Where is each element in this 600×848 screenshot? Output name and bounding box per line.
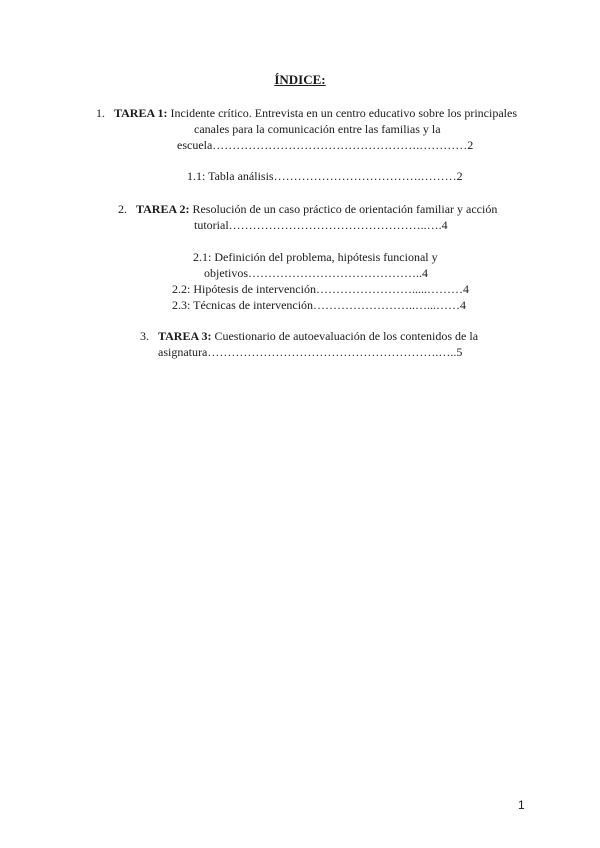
toc-entry-1-number: 1. bbox=[96, 106, 105, 120]
toc-entry-1-line1 bbox=[96, 105, 517, 121]
toc-entry-2-line1 bbox=[118, 201, 497, 217]
toc-entry-3-number: 3. bbox=[140, 329, 149, 343]
toc-entry-1-text: Incidente crítico. Entrevista en un centro educativo sobre los principales bbox=[170, 106, 517, 120]
toc-entry-1-line2: canales para la comunicación entre las familias y la bbox=[194, 122, 441, 136]
toc-entry-2-line2: tutorial…………………………………………..….4 bbox=[194, 218, 448, 232]
toc-entry-1-line3: escuela…………………………………………….…………2 bbox=[177, 138, 474, 152]
toc-entry-3-line2: asignatura………………………………………………….…..5 bbox=[158, 345, 463, 359]
toc-entry-2-text: Resolución de un caso práctico de orientación familiar y acción bbox=[192, 202, 498, 216]
toc-entry-1-task: TAREA 1: bbox=[114, 106, 168, 120]
toc-entry-2-2: 2.2: Hipótesis de intervención…………………….....………4 bbox=[172, 282, 469, 296]
toc-entry-2-task: TAREA 2: bbox=[136, 202, 190, 216]
toc-entry-2-1-line2: objetivos……………………………………..4 bbox=[204, 266, 428, 280]
toc-entry-2-3: 2.3: Técnicas de intervención……………………..…...……4 bbox=[172, 298, 467, 312]
toc-entry-3-text: Cuestionario de autoevaluación de los contenidos de la bbox=[214, 329, 479, 343]
toc-entry-3-line1 bbox=[140, 328, 478, 344]
toc-entry-3-task: TAREA 3: bbox=[158, 329, 212, 343]
toc-entry-2-1-line1: 2.1: Definición del problema, hipótesis funcional y bbox=[193, 250, 438, 264]
toc-entry-2-number: 2. bbox=[118, 202, 127, 216]
index-title: ÍNDICE: bbox=[274, 72, 326, 87]
toc-entry-1-1: 1.1: Tabla análisis……………………………….………2 bbox=[187, 169, 463, 183]
page-number: 1 bbox=[518, 798, 525, 812]
